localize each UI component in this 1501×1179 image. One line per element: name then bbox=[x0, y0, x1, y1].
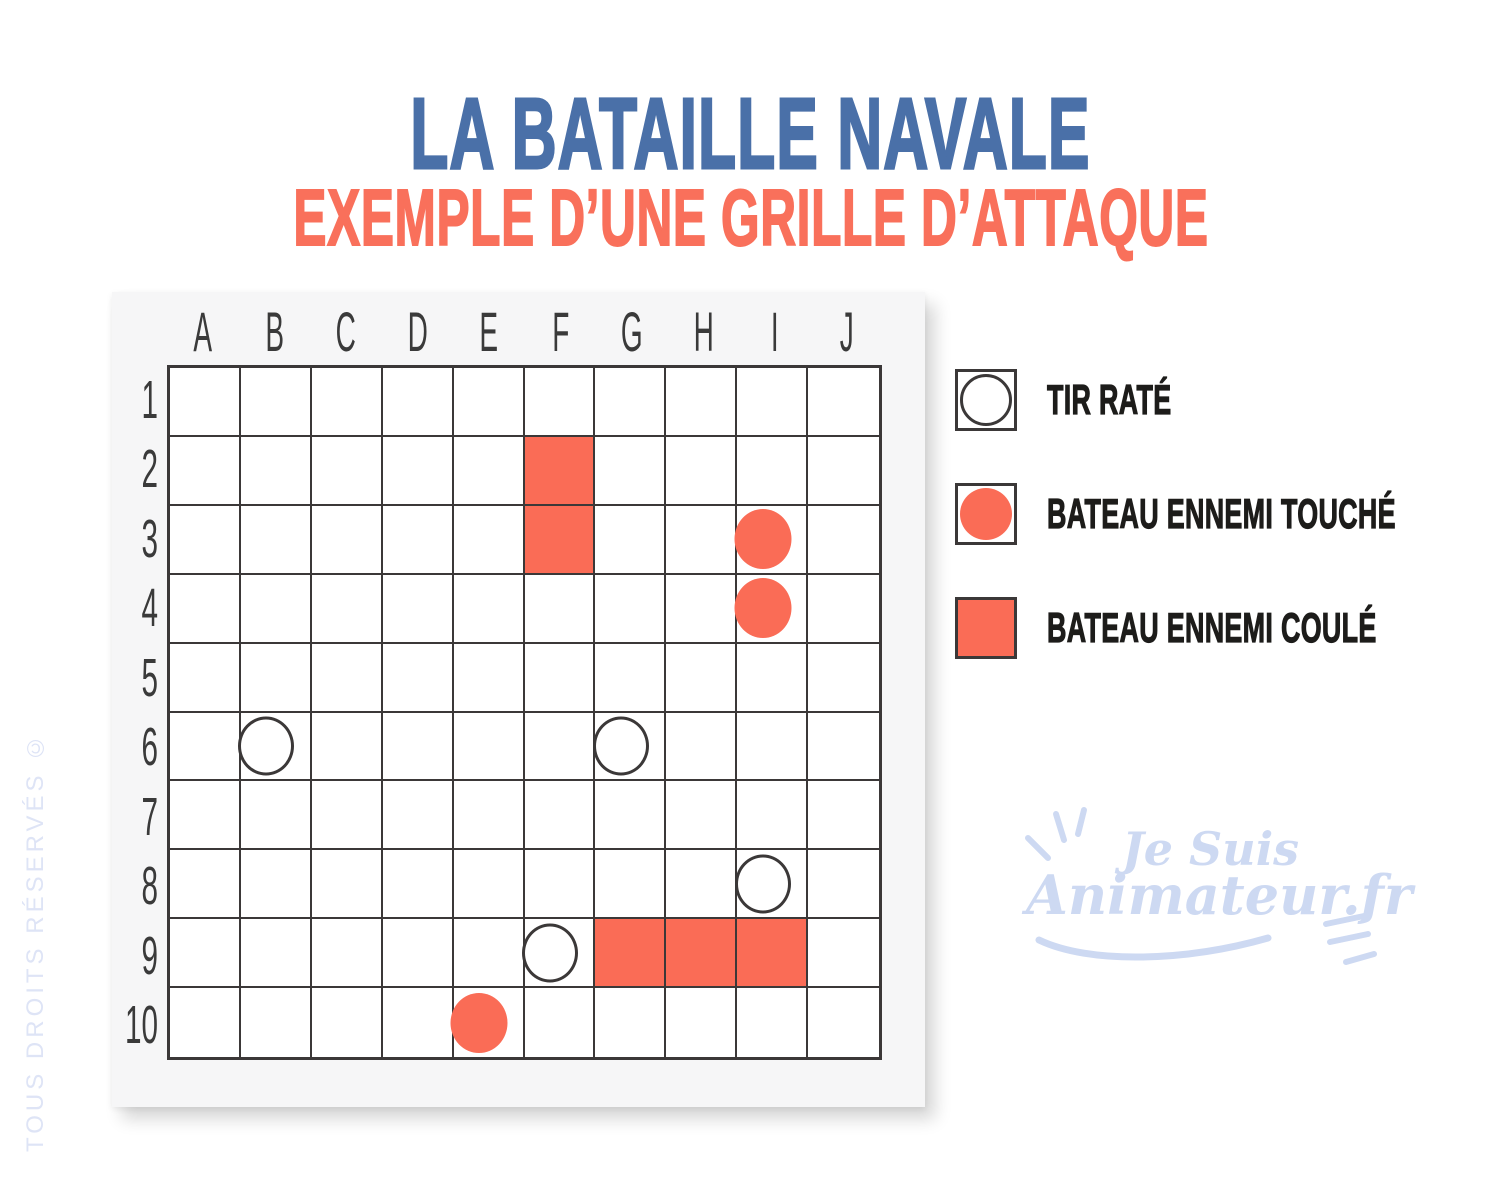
grid-cell-B1 bbox=[241, 368, 312, 437]
column-header-G: G bbox=[620, 299, 643, 363]
grid-cell-F6 bbox=[525, 713, 596, 782]
hit-marker bbox=[734, 509, 791, 569]
legend-item-hit bbox=[955, 483, 1501, 545]
grid-cell-F1 bbox=[525, 368, 596, 437]
grid-cell-B3 bbox=[241, 506, 312, 575]
column-header-E: E bbox=[479, 299, 499, 363]
grid-cell-J6 bbox=[808, 713, 879, 782]
grid-cell-D8 bbox=[383, 850, 454, 919]
page-subtitle: EXEMPLE D’UNE GRILLE D’ATTAQUE bbox=[292, 173, 1209, 262]
legend bbox=[955, 369, 1501, 659]
grid-cell-B8 bbox=[241, 850, 312, 919]
grid-cell-D9 bbox=[383, 919, 454, 988]
grid-cell-D3 bbox=[383, 506, 454, 575]
grid-cell-G4 bbox=[595, 575, 666, 644]
grid-cell-H7 bbox=[666, 781, 737, 850]
grid-cell-J7 bbox=[808, 781, 879, 850]
grid-cell-A10 bbox=[170, 988, 241, 1057]
grid-cell-G2 bbox=[595, 437, 666, 506]
sunk-symbol-icon bbox=[955, 597, 1017, 659]
grid-cell-G10 bbox=[595, 988, 666, 1057]
grid-cell-H4 bbox=[666, 575, 737, 644]
row-header-7: 7 bbox=[141, 786, 158, 847]
grid-cell-I1 bbox=[737, 368, 808, 437]
grid-cell-J9 bbox=[808, 919, 879, 988]
grid-cell-J10 bbox=[808, 988, 879, 1057]
grid-cell-D10 bbox=[383, 988, 454, 1057]
grid-cell-I6 bbox=[737, 713, 808, 782]
miss-marker bbox=[735, 854, 791, 913]
miss-marker bbox=[593, 716, 649, 775]
grid-cell-B5 bbox=[241, 644, 312, 713]
grid-cell-D1 bbox=[383, 368, 454, 437]
row-header-10: 10 bbox=[124, 995, 158, 1056]
sunk-marker bbox=[737, 919, 806, 986]
sunk-marker bbox=[525, 437, 594, 504]
grid-cell-I2 bbox=[737, 437, 808, 506]
grid-cell-E3 bbox=[454, 506, 525, 575]
column-header-A: A bbox=[193, 299, 213, 363]
grid-cell-F8 bbox=[525, 850, 596, 919]
grid-cell-F5 bbox=[525, 644, 596, 713]
row-header-2: 2 bbox=[141, 439, 158, 500]
grid-cell-G7 bbox=[595, 781, 666, 850]
column-header-D: D bbox=[407, 299, 428, 363]
miss-marker bbox=[522, 923, 578, 982]
hit-marker bbox=[451, 993, 508, 1053]
grid-cell-D6 bbox=[383, 713, 454, 782]
grid-cell-B7 bbox=[241, 781, 312, 850]
column-header-C: C bbox=[335, 299, 356, 363]
row-header-3: 3 bbox=[141, 508, 158, 569]
grid-cell-D2 bbox=[383, 437, 454, 506]
grid-cell-F3 bbox=[525, 506, 596, 575]
grid-cell-C10 bbox=[312, 988, 383, 1057]
grid-cell-G6 bbox=[595, 713, 666, 782]
row-header-5: 5 bbox=[141, 647, 158, 708]
grid-cell-E7 bbox=[454, 781, 525, 850]
hit-symbol-icon bbox=[955, 483, 1017, 545]
watermark-line2: Animateur.fr bbox=[1026, 863, 1413, 927]
sunk-marker bbox=[525, 506, 594, 573]
grid-cell-A4 bbox=[170, 575, 241, 644]
grid-cell-C8 bbox=[312, 850, 383, 919]
grid-cell-E4 bbox=[454, 575, 525, 644]
grid-cell-I8 bbox=[737, 850, 808, 919]
grid-cell-E5 bbox=[454, 644, 525, 713]
grid-cell-E8 bbox=[454, 850, 525, 919]
grid-cell-I7 bbox=[737, 781, 808, 850]
miss-marker bbox=[238, 716, 294, 775]
grid-cell-J8 bbox=[808, 850, 879, 919]
row-header-8: 8 bbox=[141, 856, 158, 917]
grid-cell-F7 bbox=[525, 781, 596, 850]
grid-cell-H9 bbox=[666, 919, 737, 988]
watermark bbox=[1022, 806, 1413, 986]
column-header-B: B bbox=[264, 299, 284, 363]
legend-label: BATEAU ENNEMI TOUCHÉ bbox=[1047, 490, 1396, 537]
grid-cell-H10 bbox=[666, 988, 737, 1057]
column-header-F: F bbox=[551, 299, 569, 363]
grid-cell-B9 bbox=[241, 919, 312, 988]
grid-cell-F4 bbox=[525, 575, 596, 644]
grid-cell-A9 bbox=[170, 919, 241, 988]
hit-marker bbox=[734, 578, 791, 638]
grid-cell-A1 bbox=[170, 368, 241, 437]
grid-cell-B10 bbox=[241, 988, 312, 1057]
grid-cell-I9 bbox=[737, 919, 808, 988]
legend-item-sunk bbox=[955, 597, 1501, 659]
legend-item-miss bbox=[955, 369, 1501, 431]
grid-cell-A6 bbox=[170, 713, 241, 782]
grid-cell-D4 bbox=[383, 575, 454, 644]
grid-cell-C7 bbox=[312, 781, 383, 850]
sparkle-right-icon bbox=[1318, 910, 1380, 972]
grid-cell-C3 bbox=[312, 506, 383, 575]
grid-cell-I4 bbox=[737, 575, 808, 644]
grid-cell-J3 bbox=[808, 506, 879, 575]
grid-cell-E6 bbox=[454, 713, 525, 782]
grid-cell-J4 bbox=[808, 575, 879, 644]
copyright-notice: TOUS DROITS RÉSERVÉS © bbox=[22, 729, 49, 1152]
grid-cell-C9 bbox=[312, 919, 383, 988]
grid-cell-B4 bbox=[241, 575, 312, 644]
grid-cell-E10 bbox=[454, 988, 525, 1057]
column-header-J: J bbox=[839, 299, 854, 363]
row-header-4: 4 bbox=[141, 578, 158, 639]
grid-cells bbox=[167, 365, 882, 1060]
grid-cell-C2 bbox=[312, 437, 383, 506]
grid-cell-B6 bbox=[241, 713, 312, 782]
grid-cell-G3 bbox=[595, 506, 666, 575]
miss-symbol-icon bbox=[955, 369, 1017, 431]
grid-cell-C5 bbox=[312, 644, 383, 713]
grid-cell-A8 bbox=[170, 850, 241, 919]
grid-cell-G5 bbox=[595, 644, 666, 713]
grid-cell-G9 bbox=[595, 919, 666, 988]
attack-grid-card bbox=[112, 292, 925, 1107]
grid-cell-H3 bbox=[666, 506, 737, 575]
grid-cell-I5 bbox=[737, 644, 808, 713]
subheader bbox=[0, 173, 1501, 262]
grid-cell-A2 bbox=[170, 437, 241, 506]
grid-cell-E9 bbox=[454, 919, 525, 988]
grid-cell-D7 bbox=[383, 781, 454, 850]
grid-cell-A7 bbox=[170, 781, 241, 850]
grid-cell-J1 bbox=[808, 368, 879, 437]
row-header-9: 9 bbox=[141, 925, 158, 986]
swoosh-underline bbox=[1034, 934, 1274, 968]
sunk-marker bbox=[595, 919, 664, 986]
grid-cell-H5 bbox=[666, 644, 737, 713]
grid-cell-G1 bbox=[595, 368, 666, 437]
grid-cell-B2 bbox=[241, 437, 312, 506]
grid-cell-E2 bbox=[454, 437, 525, 506]
row-header-6: 6 bbox=[141, 717, 158, 778]
legend-label: TIR RATÉ bbox=[1047, 376, 1172, 423]
grid-cell-C1 bbox=[312, 368, 383, 437]
grid-cell-J2 bbox=[808, 437, 879, 506]
grid-cell-H2 bbox=[666, 437, 737, 506]
grid-cell-H6 bbox=[666, 713, 737, 782]
grid-cell-G8 bbox=[595, 850, 666, 919]
sunk-marker bbox=[666, 919, 735, 986]
grid-cell-F9 bbox=[525, 919, 596, 988]
column-headers bbox=[167, 299, 882, 363]
grid-cell-F2 bbox=[525, 437, 596, 506]
grid-cell-A3 bbox=[170, 506, 241, 575]
grid-cell-H8 bbox=[666, 850, 737, 919]
grid-cell-C4 bbox=[312, 575, 383, 644]
grid-cell-H1 bbox=[666, 368, 737, 437]
grid-cell-A5 bbox=[170, 644, 241, 713]
grid-cell-J5 bbox=[808, 644, 879, 713]
column-header-I: I bbox=[770, 299, 779, 363]
column-header-H: H bbox=[693, 299, 714, 363]
grid-cell-I3 bbox=[737, 506, 808, 575]
page-title: LA BATAILLE NAVALE bbox=[410, 78, 1091, 190]
header bbox=[0, 78, 1501, 190]
grid-cell-E1 bbox=[454, 368, 525, 437]
row-headers bbox=[114, 365, 158, 1060]
watermark-line1: Je Suis bbox=[1122, 822, 1300, 876]
grid-cell-F10 bbox=[525, 988, 596, 1057]
grid-cell-C6 bbox=[312, 713, 383, 782]
legend-label: BATEAU ENNEMI COULÉ bbox=[1047, 604, 1377, 651]
row-header-1: 1 bbox=[141, 369, 158, 430]
grid-cell-D5 bbox=[383, 644, 454, 713]
grid-cell-I10 bbox=[737, 988, 808, 1057]
